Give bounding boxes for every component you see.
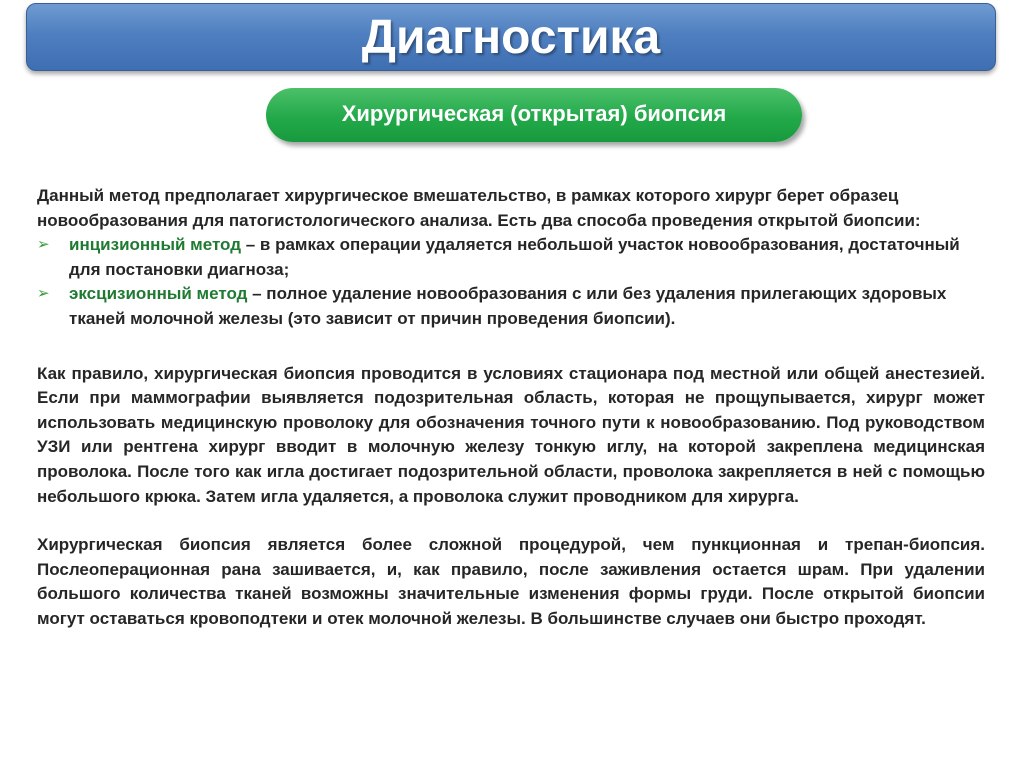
method-description: – полное удаление новообразования с или без удаления прилегающих здоровых тканей молочной железы (это зависит от причин проведения биопсии). xyxy=(69,284,947,328)
title-banner xyxy=(26,3,996,71)
method-term: инцизионный метод xyxy=(69,235,241,255)
slide-subtitle: Хирургическая (открытая) биопсия xyxy=(341,101,727,126)
subtitle-banner xyxy=(266,88,802,142)
method-term: эксцизионный метод xyxy=(69,284,248,304)
spacer xyxy=(37,509,985,533)
methods-list xyxy=(37,233,985,331)
complications-paragraph: Хирургическая биопсия является более сложной процедурой, чем пункционная и трепан-биопсия. Послеоперационная рана зашивается, и, как правило, после заживления остается шрам. При удалении большого количества тканей возможны значительные изменения формы груди. После открытой биопсии могут оставаться кровоподтеки и отек молочной железы. В большинстве случаев они быстро проходят. xyxy=(37,535,985,628)
content-body xyxy=(37,184,985,632)
method-description: – в рамках операции удаляется небольшой участок новообразования, достаточный для постановки диагноза; xyxy=(69,235,960,279)
procedure-paragraph: Как правило, хирургическая биопсия проводится в условиях стационара под местной или общей анестезией. Если при маммографии выявляется подозрительная область, которая не прощупывается, хирург может использовать медицинскую проволоку для обозначения точного пути к новообразованию. Под руководством УЗИ или рентгена хирург вводит в молочную железу тонкую иглу, на которой закреплена медицинская проволока. После того как игла достигает подозрительной области, проволока закрепляется в ней с помощью небольшого крюка. Затем игла удаляется, а проволока служит проводником для хирурга. xyxy=(37,363,985,506)
list-item xyxy=(37,233,969,282)
intro-paragraph: Данный метод предполагает хирургическое вмешательство, в рамках которого хирург берет образец новообразования для патогистологического анализа. Есть два способа проведения открытой биопсии: xyxy=(37,186,921,230)
spacer xyxy=(37,332,985,362)
arrow-bullet-icon: ➢ xyxy=(37,285,50,303)
slide-title: Диагностика xyxy=(361,11,661,64)
list-item xyxy=(37,282,969,331)
arrow-bullet-icon: ➢ xyxy=(37,236,50,254)
